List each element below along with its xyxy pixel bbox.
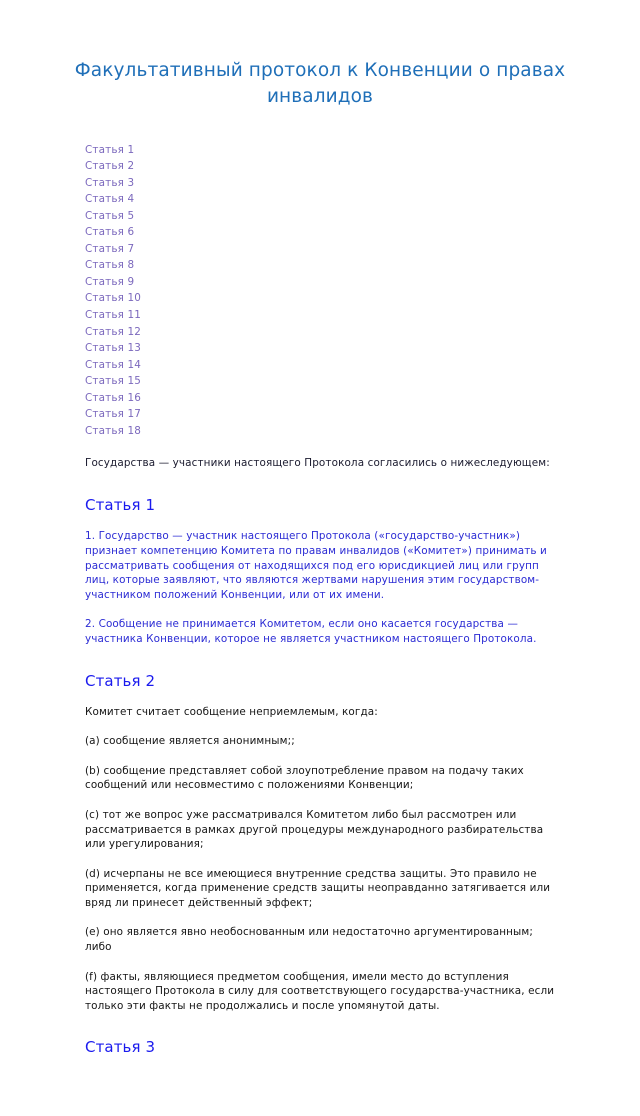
heading-article-3: Статья 3 [85, 1038, 156, 1057]
article-1-paragraph-2: 2. Сообщение не принимается Комитетом, если оно касается государства — участника Конвенции, которое не является участником настоящего Протокола. [85, 618, 537, 645]
toc-link-article-13[interactable]: Статья 13 [85, 342, 141, 355]
toc-link-article-18[interactable]: Статья 18 [85, 424, 141, 437]
toc-link-article-14[interactable]: Статья 14 [85, 358, 141, 371]
article-2-item-c: (c) тот же вопрос уже рассматривался Комитетом либо был рассмотрен или рассматривается в рамках другой процедуры международного разбирательства или урегулирования; [85, 808, 544, 851]
list-item [85, 306, 555, 323]
toc-link-article-16[interactable]: Статья 16 [85, 391, 141, 404]
document-content [0, 111, 640, 1116]
list-item [85, 174, 555, 191]
toc-link-article-11[interactable]: Статья 11 [85, 309, 141, 321]
list-item [85, 273, 555, 290]
table-of-contents [85, 111, 555, 439]
bottom-spacer [85, 1056, 555, 1116]
toc-link-article-3[interactable]: Статья 3 [85, 176, 135, 189]
heading-article-2: Статья 2 [85, 671, 156, 690]
toc-link-article-6[interactable]: Статья 6 [85, 226, 135, 239]
article-2-item-f: (f) факты, являющиеся предметом сообщения, имели место до вступления настоящего Протокола в силу для соответствующего государства-участника, если только эти факты не продолжались и после упомянутой даты. [85, 970, 555, 1012]
list-item [85, 256, 555, 273]
page-title: Факультативный протокол к Конвенции о правах инвалидов [74, 60, 566, 108]
article-2-item-d: (d) исчерпаны не все имеющиеся внутренние средства защиты. Это правило не применяется, когда применение средств защиты неоправданно затягивается или вряд ли принесет действенный эффект; [85, 867, 551, 909]
preamble-paragraph: Государства — участники настоящего Протокола согласились о нижеследующем: [85, 457, 550, 470]
list-item [85, 323, 555, 340]
article-2-lead-in: Комитет считает сообщение неприемлемым, когда: [85, 705, 378, 718]
article-2-item-b: (b) сообщение представляет собой злоупотребление правом на подачу таких сообщений или несовместимо с положениями Конвенции; [85, 764, 524, 792]
list-item [85, 356, 555, 373]
list-item [85, 141, 555, 158]
list-item [85, 223, 555, 240]
list-item [85, 422, 555, 439]
list-item [85, 289, 555, 306]
list-item [85, 207, 555, 224]
list-item [85, 240, 555, 257]
toc-link-article-1[interactable]: Статья 1 [85, 143, 135, 156]
toc-link-article-10[interactable]: Статья 10 [85, 292, 141, 305]
list-item [85, 372, 555, 389]
heading-article-1: Статья 1 [85, 496, 156, 515]
toc-link-article-17[interactable]: Статья 17 [85, 408, 141, 421]
toc-link-article-5[interactable]: Статья 5 [85, 209, 135, 222]
article-2-item-a: (a) сообщение является анонимным;; [85, 735, 295, 748]
toc-link-article-9[interactable]: Статья 9 [85, 275, 135, 288]
toc-link-article-8[interactable]: Статья 8 [85, 259, 135, 272]
list-item [85, 405, 555, 422]
list-item [85, 389, 555, 406]
toc-link-article-4[interactable]: Статья 4 [85, 193, 135, 206]
list-item [85, 157, 555, 174]
toc-link-article-12[interactable]: Статья 12 [85, 325, 141, 338]
toc-link-article-15[interactable]: Статья 15 [85, 375, 141, 388]
list-item [85, 339, 555, 356]
list-item [85, 190, 555, 207]
toc-link-article-2[interactable]: Статья 2 [85, 160, 135, 173]
article-2-item-e: (e) оно является явно необоснованным или недостаточно аргументированным; либо [85, 926, 533, 954]
toc-link-article-7[interactable]: Статья 7 [85, 242, 135, 255]
article-1-paragraph-1: 1. Государство — участник настоящего Протокола («государство-участник») признает компетенцию Комитета по правам инвалидов («Комитет») принимать и рассматривать сообщения от находящихся под его юрисдикцией лиц или групп лиц, которые заявляют, что являются жертвами нарушения этим государством-участником положений Конвенции, или от их имени. [85, 530, 547, 601]
